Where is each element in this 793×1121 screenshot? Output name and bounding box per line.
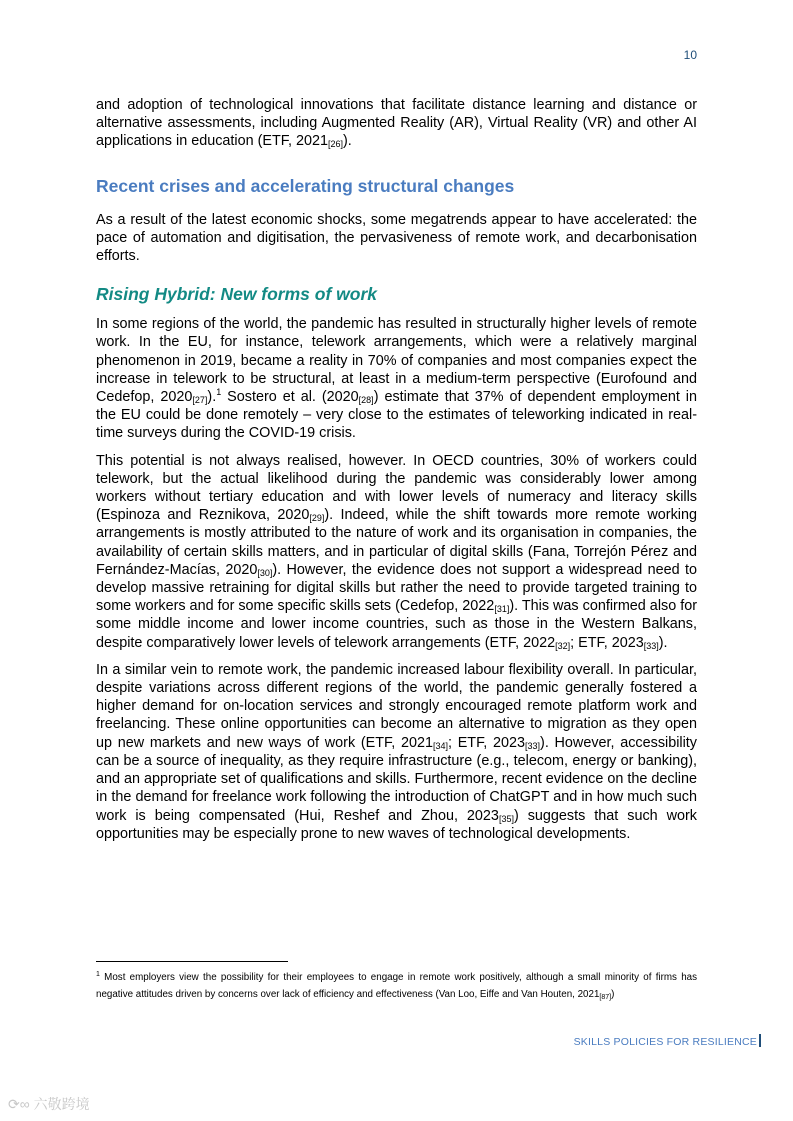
intro-text: and adoption of technological innovations that facilitate distance learning and distance or alternative assessments, including Augmented Reality (AR), Virtual Reality (VR) and other AI applications in education (ETF, 2021 xyxy=(96,97,697,150)
text: ). However, accessibility can be a source of inequality, as they require infrastructure (e.g., telecom, energy or banking), and an appropriate set of qualifications and skills. Furthermore, recent evidence on the decline in the demand for freelance work following the introduction of ChatGPT and in how much such work is being compensated (Hui, Reshef and Zhou, 2023 xyxy=(96,734,698,824)
section-paragraph: As a result of the latest economic shocks, some megatrends appear to have accelerated: the pace of automation and digitisation, the pervasiveness of remote work, and decarbonisation efforts. xyxy=(96,211,697,265)
text: ). However, the evidence does not support a widespread need to develop massive retraining for digital skills but rather the need to provide targeted training to some workers and for some specific skills sets (Cedefop, 2022 xyxy=(96,561,698,615)
citation-ref: [87] xyxy=(599,993,612,1001)
text: This potential is not always realised, however. In OECD countries, 30% of workers could telework, but the actual likelihood during the pandemic was considerably lower among workers without tertiary education and with lower levels of numeracy and literacy skills (Espinoza and Reznikova, 2020 xyxy=(96,452,697,524)
intro-tail: ). xyxy=(343,133,352,150)
text: ). xyxy=(658,634,668,651)
footer-title: SKILLS POLICIES FOR RESILIENCE xyxy=(573,1036,757,1048)
citation-ref: [35] xyxy=(498,813,514,824)
citation-ref: [27] xyxy=(192,395,208,406)
footer-bar xyxy=(759,1034,761,1047)
text: ; ETF, 2023 xyxy=(570,634,644,651)
text: ). Indeed, while the shift towards more remote working arrangements is mostly attributed to the nature of work and its organisation in companies, the availability of certain skills matters, and in particular of digital skills (Fana, Torrejón Pérez and Fernández-Macías, 2020 xyxy=(96,507,697,578)
text: In some regions of the world, the pandemic has resulted in structurally higher levels of remote work. In the EU, for instance, telework arrangements, which were a relatively marginal phenomenon in 2019, became a reality in 70% of companies and most companies expect the increase in telework to be structural, at least in a medium-term perspective (Eurofound and Cedefop, 2020 xyxy=(96,316,697,406)
citation-ref: [31] xyxy=(494,604,510,615)
intro-paragraph xyxy=(96,96,697,151)
citation-ref: [30] xyxy=(257,567,273,578)
citation-ref: [26] xyxy=(328,139,344,150)
text: ) estimate that 37% of dependent employment in the EU could be done remotely – very close to the estimates of teleworking indicated in real-time surveys during the COVID-19 crisis. xyxy=(96,389,698,442)
footnote-number: 1 xyxy=(96,971,100,978)
citation-ref: [34] xyxy=(432,740,448,751)
citation-ref: [29] xyxy=(309,513,325,524)
footnote-tail: ) xyxy=(611,988,615,1000)
running-footer xyxy=(574,1034,761,1048)
footnote-divider xyxy=(96,961,288,962)
citation-ref: [33] xyxy=(525,740,541,751)
citation-ref: [33] xyxy=(643,640,659,651)
footnote xyxy=(96,970,697,1003)
page-content xyxy=(96,96,697,852)
paragraph-potential xyxy=(96,452,697,652)
footnote-marker[interactable]: 1 xyxy=(216,387,222,398)
footnote-text: Most employers view the possibility for their employees to engage in remote work positively, although a small minority of firms has negative attitudes driven by concerns over lack of efficiency and effectiveness (Van Loo, Eiffe and Van Houten, 2021 xyxy=(96,972,697,1000)
paragraph-remote-work xyxy=(96,315,697,442)
watermark-logo: ⟳∞ 六敬跨境 xyxy=(8,1096,90,1112)
citation-ref: [28] xyxy=(358,395,374,406)
citation-ref: [32] xyxy=(555,640,571,651)
text: In a similar vein to remote work, the pandemic increased labour flexibility overall. In particular, despite variations across different regions of the world, the pandemic generally fostered a higher demand for on-location services and strongly encouraged remote platform work and freelancing. These online opportunities can become an alternative to migration as they open up new markets and new ways of work (ETF, 2021 xyxy=(96,661,697,751)
section-heading: Recent crises and accelerating structural changes xyxy=(96,175,515,196)
page-number: 10 xyxy=(683,48,697,62)
text: ). This was confirmed also for some middle income and lower income countries, such as those in the Western Balkans, despite comparatively lower levels of telework arrangements (ETF, 2022 xyxy=(96,598,698,651)
subsection-heading: Rising Hybrid: New forms of work xyxy=(96,284,377,305)
paragraph-labour-flexibility xyxy=(96,661,697,843)
text: ). xyxy=(207,389,217,406)
text: Sostero et al. (2020 xyxy=(221,389,359,406)
text: ; ETF, 2023 xyxy=(447,734,526,751)
text: ) suggests that such work opportunities may be especially prone to new waves of technological developments. xyxy=(96,807,697,842)
